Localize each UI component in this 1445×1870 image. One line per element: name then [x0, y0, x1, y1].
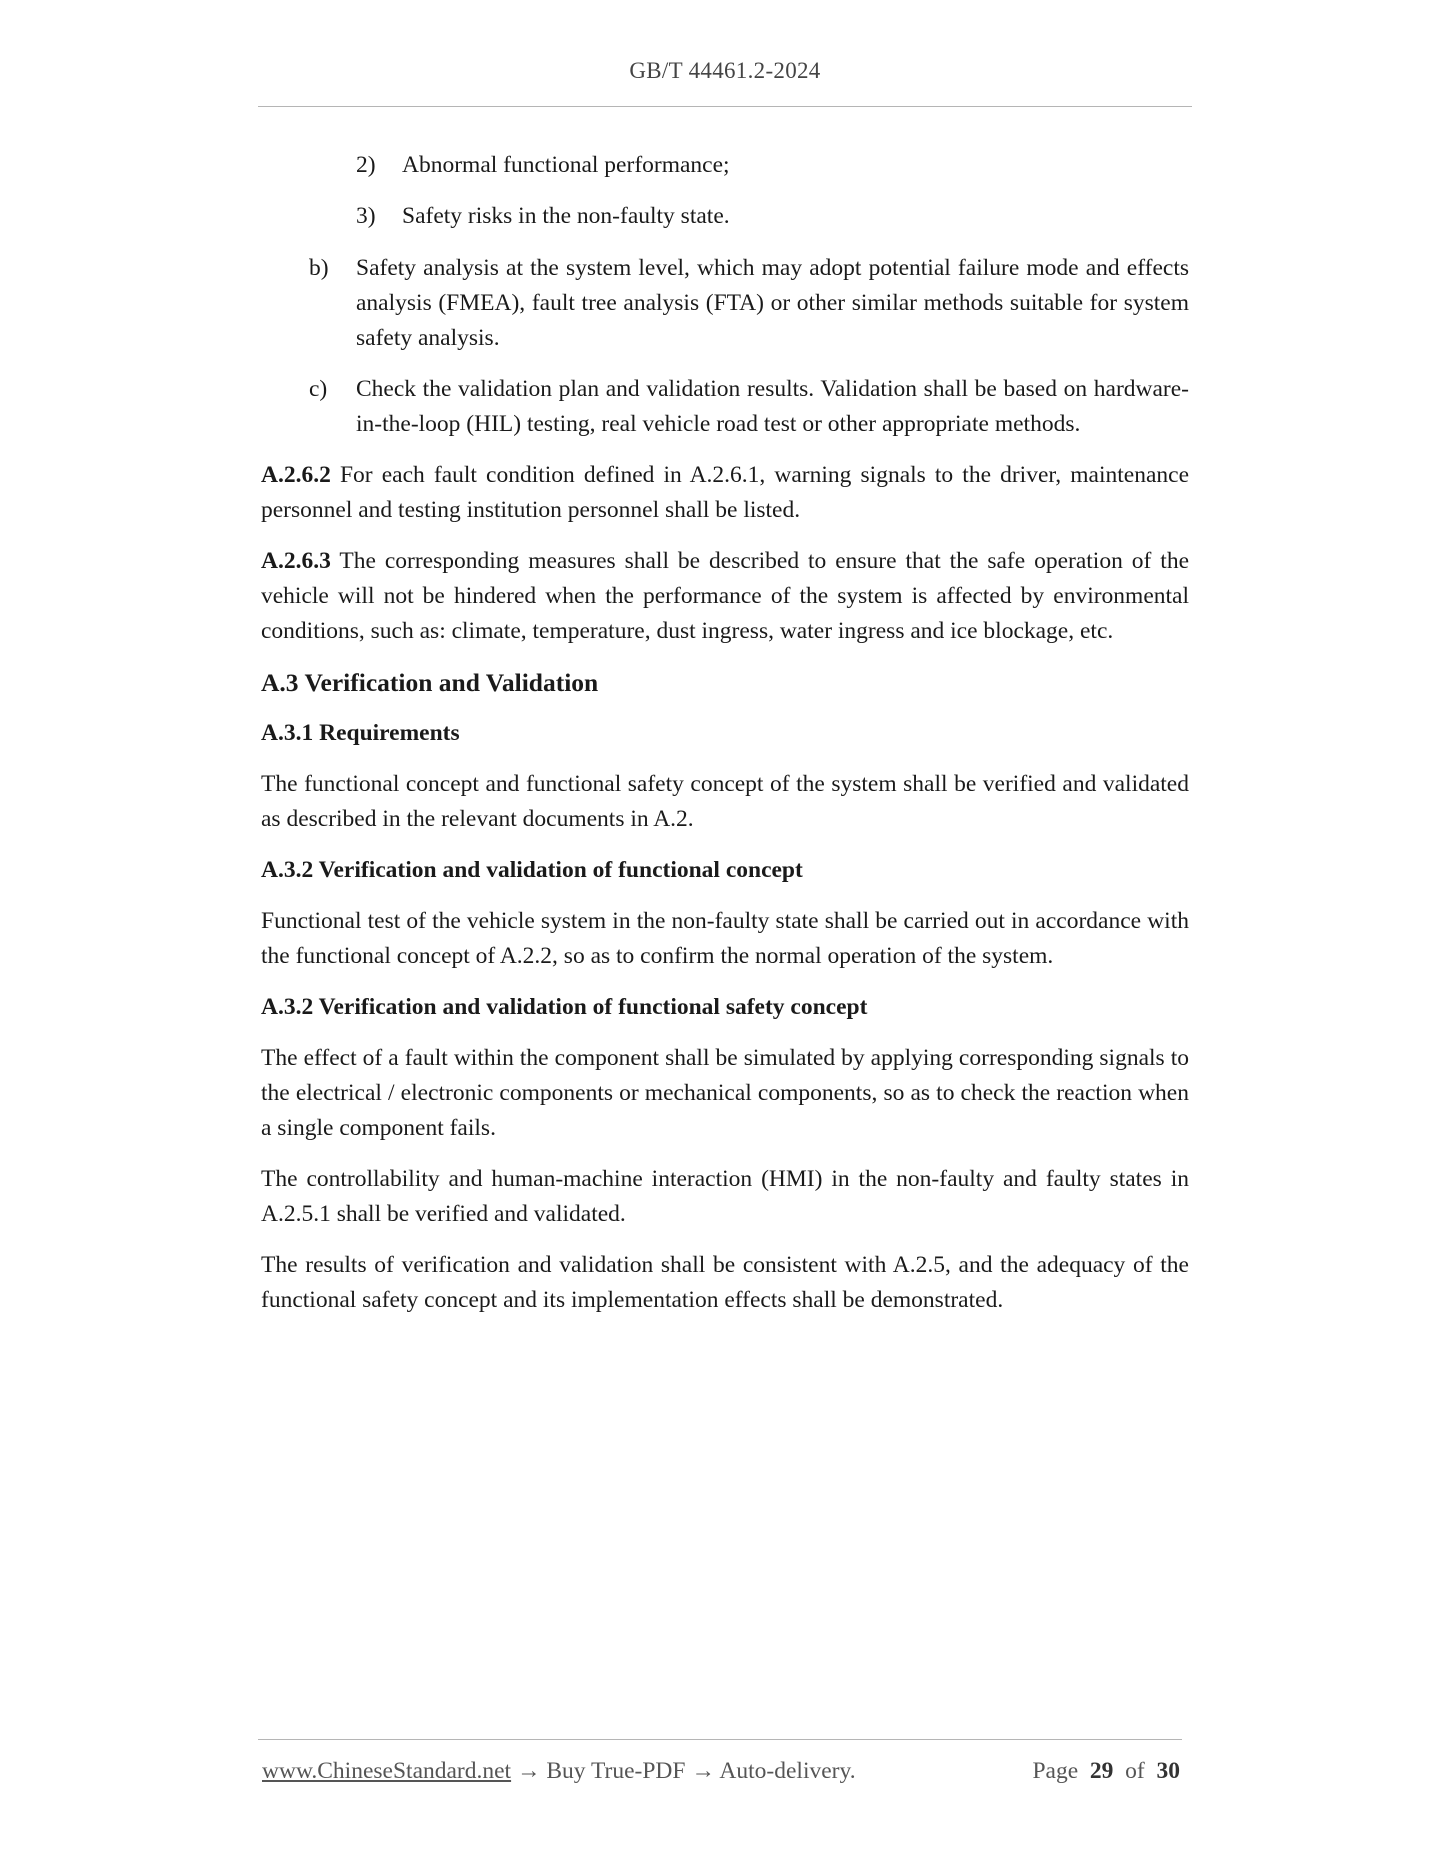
list-marker: b) — [309, 255, 329, 281]
list-item — [261, 148, 1189, 183]
subsection-heading: A.3.1 Requirements — [261, 720, 460, 746]
subsection-heading: A.3.2 Verification and validation of functional safety concept — [261, 994, 868, 1020]
list-item-text: Safety analysis at the system level, which may adopt potential failure mode and effects analysis (FMEA), fault tree analysis (FTA) or other similar methods suitable for system safety analysis. — [356, 255, 1189, 351]
clause-number: A.2.6.3 — [261, 548, 331, 574]
clause-number: A.2.6.2 — [261, 462, 331, 488]
subsection-heading: A.3.2 Verification and validation of functional concept — [261, 857, 803, 883]
of-label: of — [1125, 1758, 1145, 1784]
clause-text: For each fault condition defined in A.2.6.1, warning signals to the driver, maintenance personnel and testing institution personnel shall be listed. — [261, 462, 1189, 523]
list-item-text: Abnormal functional performance; — [402, 152, 730, 178]
paragraph: The results of verification and validation shall be consistent with A.2.5, and the adequacy of the functional safety concept and its implementation effects shall be demonstrated. — [261, 1252, 1189, 1313]
list-item — [261, 372, 1189, 442]
footer-promo — [262, 1758, 856, 1785]
arrow-right-icon: → — [516, 1758, 541, 1784]
list-item-text: Check the validation plan and validation results. Validation shall be based on hardware-in-the-loop (HIL) testing, real vehicle road test or other appropriate methods. — [356, 376, 1189, 437]
document-body — [261, 148, 1189, 1318]
list-item-text: Safety risks in the non-faulty state. — [402, 203, 730, 229]
footer-divider — [258, 1739, 1182, 1740]
paragraph: The controllability and human-machine interaction (HMI) in the non-faulty and faulty states in A.2.5.1 shall be verified and validated. — [261, 1166, 1189, 1227]
section-heading: A.3 Verification and Validation — [261, 668, 599, 697]
clause-text: The corresponding measures shall be described to ensure that the safe operation of the vehicle will not be hindered when the performance of the system is affected by environmental conditions, such as: climate, temperature, dust ingress, water ingress and ice blockage, etc. — [261, 548, 1189, 644]
list-marker: 3) — [356, 203, 376, 229]
current-page: 29 — [1089, 1758, 1114, 1784]
page-header: GB/T 44461.2-2024 — [629, 58, 821, 83]
website-link[interactable]: www.ChineseStandard.net — [262, 1758, 512, 1784]
clause-a262 — [261, 458, 1189, 528]
total-pages: 30 — [1156, 1758, 1180, 1784]
page-label: Page — [1032, 1758, 1079, 1784]
list-marker: c) — [309, 376, 328, 402]
delivery-text: Auto-delivery. — [719, 1758, 856, 1784]
paragraph: The functional concept and functional safety concept of the system shall be verified and validated as described in the relevant documents in A.2. — [261, 771, 1189, 832]
header-divider — [258, 106, 1192, 107]
list-marker: 2) — [356, 152, 376, 178]
paragraph: The effect of a fault within the component shall be simulated by applying corresponding signals to the electrical / electronic components or mechanical components, so as to check the reaction when a single component fails. — [261, 1045, 1189, 1141]
page-number — [1032, 1758, 1180, 1785]
list-item — [261, 199, 1189, 234]
arrow-right-icon: → — [691, 1758, 715, 1784]
buy-text: Buy True-PDF — [546, 1758, 686, 1784]
clause-a263 — [261, 544, 1189, 649]
paragraph: Functional test of the vehicle system in the non-faulty state shall be carried out in accordance with the functional concept of A.2.2, so as to confirm the normal operation of the system. — [261, 908, 1189, 969]
list-item — [261, 251, 1189, 356]
